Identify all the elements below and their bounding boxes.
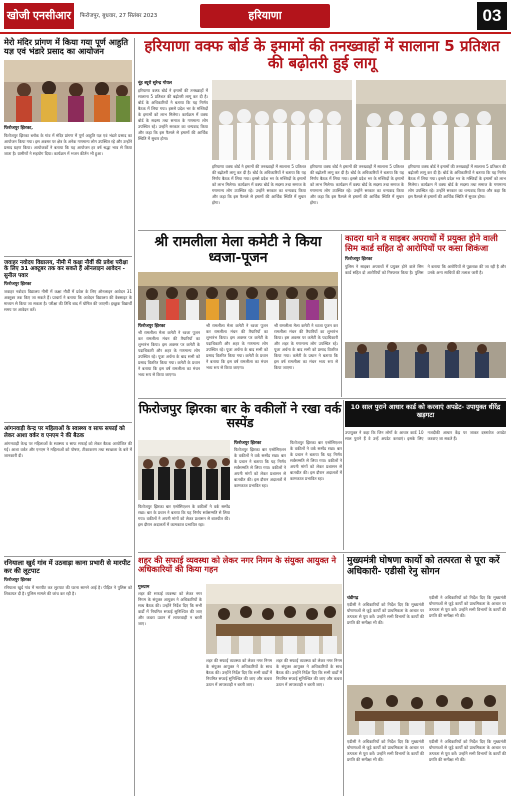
- story-heading: जवाहर नवोदय विद्यालय, नीमी में कक्षा नौवीं की प्रवेश परीक्षा के लिए 31 अक्टूबर तक कर सकते हैं ऑनलाइन आवेदन - सुनील पवार: [4, 259, 128, 279]
- sewer-body-col3: शहर की सफाई व्यवस्था को लेकर नगर निगम के संयुक्त आयुक्त ने अधिकारियों के साथ बैठक की। उन्होंने निर्देश दिए कि सभी वार्डों में नियमित सफाई सुनिश्चित की जाए और कचरा उठान में लापरवाही न बरती जाए।: [276, 658, 342, 687]
- aadhaar-body: उपायुक्त ने कहा कि जिन लोगों के आधार कार्ड 10 साल पुराने हैं वे उन्हें अपडेट करवाएं। इसके लिए नजदीकी आधार केंद्र पर जाकर दस्तावेज अपडेट करवाए जा सकते हैं।: [345, 430, 506, 441]
- bar-byline: फिरोजपुर झिरका: [234, 441, 262, 446]
- cyber-headline: कादरा थाने व साइबर अपराधों में प्रयुक्त होने वाली सिम कार्ड सहित दो आरोपियों पर कसा शिकंजा: [345, 233, 498, 253]
- lead-headline: हरियाणा वक्फ बोर्ड के इमामों की तनख्वाहों में सालाना 5 प्रतिशत की बढ़ोतरी हुई लागू: [144, 37, 500, 73]
- aadhaar-headline: 10 साल पुराने आधार कार्ड को करवाएं अपडेट- उपायुक्त धीरेंद्र खड़गटा: [350, 403, 501, 420]
- cm-story: [347, 595, 506, 796]
- bar-body-col3: फिरोजपुर झिरका बार एसोसिएशन के वकीलों ने वर्क सस्पेंड रखा। बार के प्रधान ने बताया कि यह निर्णय सर्वसम्मति से लिया गया। वकीलों ने अपनी मांगों को लेकर प्रशासन से बातचीत की। इस दौरान अदालतों में कामकाज प्रभावित रहा।: [138, 504, 230, 527]
- paper-name: खोजी एनसीआर: [4, 3, 74, 29]
- section-title: हरियाणा: [200, 4, 330, 28]
- story-byline: फिरोजपुर झिरका,: [4, 125, 33, 131]
- story-byline: फिरोजपुर झिरका: [4, 578, 32, 584]
- sewer-story: [138, 584, 342, 796]
- ramlila-photo: [138, 272, 338, 320]
- cm-body-col4: एडीसी ने अधिकारियों को निर्देश दिए कि मुख्यमंत्री घोषणाओं से जुड़े कार्यों को प्राथमिकता के आधार पर तत्परता से पूरा करें। उन्होंने सभी विभागों के कार्यों की प्रगति की समीक्षा भी की।: [429, 739, 506, 762]
- lead-body-col3: हरियाणा वक्फ बोर्ड ने इमामों की तनख्वाहों में सालाना 5 प्रतिशत की बढ़ोतरी लागू कर दी है। बोर्ड के अधिकारियों ने बताया कि यह निर्णय बैठक में लिया गया। इससे प्रदेश भर के मस्जिदों के इमामों को लाभ मिलेगा। कार्यक्रम में वक्फ बोर्ड के सदस्य तथा समाज के गणमान्य लोग उपस्थित रहे। उन्होंने सरकार का धन्यवाद किया और कहा कि इस फैसले से इमामों की आर्थिक स्थिति में सुधार होगा।: [310, 164, 404, 205]
- divider: [4, 556, 132, 557]
- ramlila-body-col1: श्री रामलीला मेला कमेटी ने ध्वजा पूजन कर रामलीला मंचन की तैयारियों का शुभारंभ किया। इस अवसर पर कमेटी के पदाधिकारी और शहर के गणमान्य लोग उपस्थित रहे। पूजा अर्चना के बाद सभी को प्रसाद वितरित किया गया। कमेटी के प्रधान ने बताया कि इस वर्ष रामलीला का मंचन भव्य रूप से किया जाएगा।: [138, 330, 200, 377]
- cm-byline: चंडीगढ़: [347, 596, 359, 601]
- cm-photo: [347, 685, 506, 735]
- column-rule: [343, 554, 344, 796]
- sewer-photo: [206, 584, 342, 654]
- lead-body-col1: हरियाणा वक्फ बोर्ड ने इमामों की तनख्वाहों में सालाना 5 प्रतिशत की बढ़ोतरी लागू कर दी है। बोर्ड के अधिकारियों ने बताया कि यह निर्णय बैठक में लिया गया। इससे प्रदेश भर के मस्जिदों के इमामों को लाभ मिलेगा। कार्यक्रम में वक्फ बोर्ड के सदस्य तथा समाज के गणमान्य लोग उपस्थित रहे। उन्होंने सरकार का धन्यवाद किया और कहा कि इस फैसले से इमामों की आर्थिक स्थिति में सुधार होगा।: [138, 88, 208, 141]
- temple-photo: [4, 60, 132, 122]
- bar-story: [138, 440, 342, 545]
- date-line: फिरोजपुर, बुधवार, 27 सितंबर 2023: [80, 13, 158, 19]
- column-rule: [341, 234, 342, 397]
- page-number: 03: [477, 2, 507, 30]
- divider: [4, 256, 132, 257]
- sewer-headline: शहर की सफाई व्यवस्था को लेकर नगर निगम के संयुक्त आयुक्त ने अधिकारियों की किया गहन: [138, 555, 337, 575]
- cyber-photo: [345, 342, 506, 378]
- lead-photo-left: [212, 80, 352, 160]
- lead-body-col2: हरियाणा वक्फ बोर्ड ने इमामों की तनख्वाहों में सालाना 5 प्रतिशत की बढ़ोतरी लागू कर दी है। बोर्ड के अधिकारियों ने बताया कि यह निर्णय बैठक में लिया गया। इससे प्रदेश भर के मस्जिदों के इमामों को लाभ मिलेगा। कार्यक्रम में वक्फ बोर्ड के सदस्य तथा समाज के गणमान्य लोग उपस्थित रहे। उन्होंने सरकार का धन्यवाद किया और कहा कि इस फैसले से इमामों की आर्थिक स्थिति में सुधार होगा।: [212, 164, 306, 205]
- story-body: जवाहर नवोदय विद्यालय नीमी में कक्षा नौवीं में प्रवेश के लिए ऑनलाइन आवेदन 31 अक्टूबर तक किए जा सकते हैं। प्राचार्य ने बताया कि आवेदन विद्यालय की वेबसाइट के माध्यम से किया जा सकता है। परीक्षा की तिथि बाद में घोषित की जाएगी। इच्छुक विद्यार्थी समय पर आवेदन करें।: [4, 289, 132, 313]
- story-heading: मेरो मंदिर प्रांगण में किया गया पूर्ण आहुति यज्ञ एवं भंडारे प्रसाद का आयोजन: [4, 37, 129, 57]
- masthead: [0, 0, 511, 34]
- ramlila-body-col2: श्री रामलीला मेला कमेटी ने ध्वजा पूजन कर रामलीला मंचन की तैयारियों का शुभारंभ किया। इस अवसर पर कमेटी के पदाधिकारी और शहर के गणमान्य लोग उपस्थित रहे। पूजा अर्चना के बाद सभी को प्रसाद वितरित किया गया। कमेटी के प्रधान ने बताया कि इस वर्ष रामलीला का मंचन भव्य रूप से किया जाएगा।: [206, 323, 268, 370]
- story-body: आंगनवाड़ी केन्द्र पर महिलाओं के स्वास्थ्य व साफ सफाई को लेकर बैठक आयोजित की गई। आशा वर्कर और एनएम ने महिलाओं को पोषण, टीकाकरण तथा स्वच्छता के बारे में जानकारी दी।: [4, 440, 132, 458]
- bar-body-col1: फिरोजपुर झिरका बार एसोसिएशन के वकीलों ने वर्क सस्पेंड रखा। बार के प्रधान ने बताया कि यह निर्णय सर्वसम्मति से लिया गया। वकीलों ने अपनी मांगों को लेकर प्रशासन से बातचीत की। इस दौरान अदालतों में कामकाज प्रभावित रहा।: [234, 447, 286, 488]
- cm-headline: मुख्यमंत्री घोषणा कार्यो को तत्परता से पूरा करें अधिकारी- एडीसी रेनु सोगन: [347, 555, 500, 577]
- sewer-byline: गुरुग्राम: [138, 585, 150, 590]
- cm-body-col3: एडीसी ने अधिकारियों को निर्देश दिए कि मुख्यमंत्री घोषणाओं से जुड़े कार्यों को प्राथमिकता के आधार पर तत्परता से पूरा करें। उन्होंने सभी विभागों के कार्यों की प्रगति की समीक्षा भी की।: [347, 739, 424, 762]
- column-rule: [343, 400, 344, 550]
- ramlila-byline: फिरोजपुर झिरका: [138, 324, 166, 329]
- story-heading: आंगनवाड़ी केन्द्र पर महिलाओं के स्वास्थ्य व साफ सफाई को लेकर आशा वर्कर व एनएम ने की बैठक: [4, 426, 125, 439]
- story-byline: फिरोजपुर झिरका: [4, 282, 32, 288]
- divider: [4, 422, 132, 423]
- story-heading: रनियाला खुर्द गांव में उठवाड़ा काना प्रभारी से मारपीट कर की लूटपाट: [4, 558, 131, 575]
- left-column: [4, 38, 132, 796]
- sewer-body-col1: शहर की सफाई व्यवस्था को लेकर नगर निगम के संयुक्त आयुक्त ने अधिकारियों के साथ बैठक की। उन्होंने निर्देश दिए कि सभी वार्डों में नियमित सफाई सुनिश्चित की जाए और कचरा उठान में लापरवाही न बरती जाए।: [138, 591, 202, 626]
- cyber-byline: फिरोजपुर झिरका: [345, 257, 373, 263]
- lead-byline: नूंह ब्यूरो सुरेन्द्र गोयल: [138, 81, 172, 86]
- cm-body-col2: एडीसी ने अधिकारियों को निर्देश दिए कि मुख्यमंत्री घोषणाओं से जुड़े कार्यों को प्राथमिकता के आधार पर तत्परता से पूरा करें। उन्होंने सभी विभागों के कार्यों की प्रगति की समीक्षा भी की।: [429, 595, 506, 618]
- section-rule: [138, 552, 506, 553]
- sewer-body-col2: शहर की सफाई व्यवस्था को लेकर नगर निगम के संयुक्त आयुक्त ने अधिकारियों के साथ बैठक की। उन्होंने निर्देश दिए कि सभी वार्डों में नियमित सफाई सुनिश्चित की जाए और कचरा उठान में लापरवाही न बरती जाए।: [206, 658, 272, 687]
- bar-headline: फिरोजपुर झिरका बार के वकीलों ने रखा वर्क सस्पेंड: [138, 401, 342, 431]
- aadhaar-headline-box: [345, 401, 506, 427]
- bar-photo: [138, 440, 230, 500]
- bar-body-col2: फिरोजपुर झिरका बार एसोसिएशन के वकीलों ने वर्क सस्पेंड रखा। बार के प्रधान ने बताया कि यह निर्णय सर्वसम्मति से लिया गया। वकीलों ने अपनी मांगों को लेकर प्रशासन से बातचीत की। इस दौरान अदालतों में कामकाज प्रभावित रहा।: [290, 440, 342, 481]
- ramlila-story: [138, 323, 338, 395]
- cm-body-col1: एडीसी ने अधिकारियों को निर्देश दिए कि मुख्यमंत्री घोषणाओं से जुड़े कार्यों को प्राथमिकता के आधार पर तत्परता से पूरा करें। उन्होंने सभी विभागों के कार्यों की प्रगति की समीक्षा भी की।: [347, 602, 424, 625]
- lead-story: [138, 80, 506, 228]
- cyber-story: [345, 234, 506, 397]
- section-rule: [138, 398, 506, 399]
- story-body: फिरोजपुर झिरका ब्लॉक के गांव में मंदिर प्रांगण में पूर्ण आहुति यज्ञ एवं भंडारे प्रसाद का आयोजन किया गया। इस अवसर पर क्षेत्र के अनेक गणमान्य लोग उपस्थित रहे और उन्होंने प्रसाद ग्रहण किया। आयोजकों ने बताया कि यह आयोजन हर वर्ष श्रद्धा भाव से किया जाता है। ग्रामीणों ने सहयोग दिया। कार्यक्रम में भजन कीर्तन भी हुआ।: [4, 132, 132, 156]
- cyber-body: पुलिस ने साइबर अपराधों में प्रयुक्त होने वाले सिम कार्ड सहित दो आरोपियों को गिरफ्तार किया है। पुलिस ने बताया कि आरोपियों से पूछताछ की जा रही है और उनके अन्य साथियों की तलाश जारी है।: [345, 264, 506, 276]
- lead-photo-right: [356, 80, 506, 160]
- story-body: रनियाला खुर्द गांव में मारपीट कर लूटपाट की घटना सामने आई है। पीड़ित ने पुलिस को शिकायत दी है। पुलिस मामले की जांच कर रही है।: [4, 585, 132, 597]
- lead-body-col4: हरियाणा वक्फ बोर्ड ने इमामों की तनख्वाहों में सालाना 5 प्रतिशत की बढ़ोतरी लागू कर दी है। बोर्ड के अधिकारियों ने बताया कि यह निर्णय बैठक में लिया गया। इससे प्रदेश भर के मस्जिदों के इमामों को लाभ मिलेगा। कार्यक्रम में वक्फ बोर्ड के सदस्य तथा समाज के गणमान्य लोग उपस्थित रहे। उन्होंने सरकार का धन्यवाद किया और कहा कि इस फैसले से इमामों की आर्थिक स्थिति में सुधार होगा।: [408, 164, 506, 199]
- ramlila-body-col3: श्री रामलीला मेला कमेटी ने ध्वजा पूजन कर रामलीला मंचन की तैयारियों का शुभारंभ किया। इस अवसर पर कमेटी के पदाधिकारी और शहर के गणमान्य लोग उपस्थित रहे। पूजा अर्चना के बाद सभी को प्रसाद वितरित किया गया। कमेटी के प्रधान ने बताया कि इस वर्ष रामलीला का मंचन भव्य रूप से किया जाएगा।: [274, 323, 338, 370]
- section-rule: [138, 230, 506, 231]
- column-rule: [134, 38, 135, 796]
- ramlila-headline: श्री रामलीला मेला कमेटी ने किया ध्वजा-पूजन: [154, 234, 322, 267]
